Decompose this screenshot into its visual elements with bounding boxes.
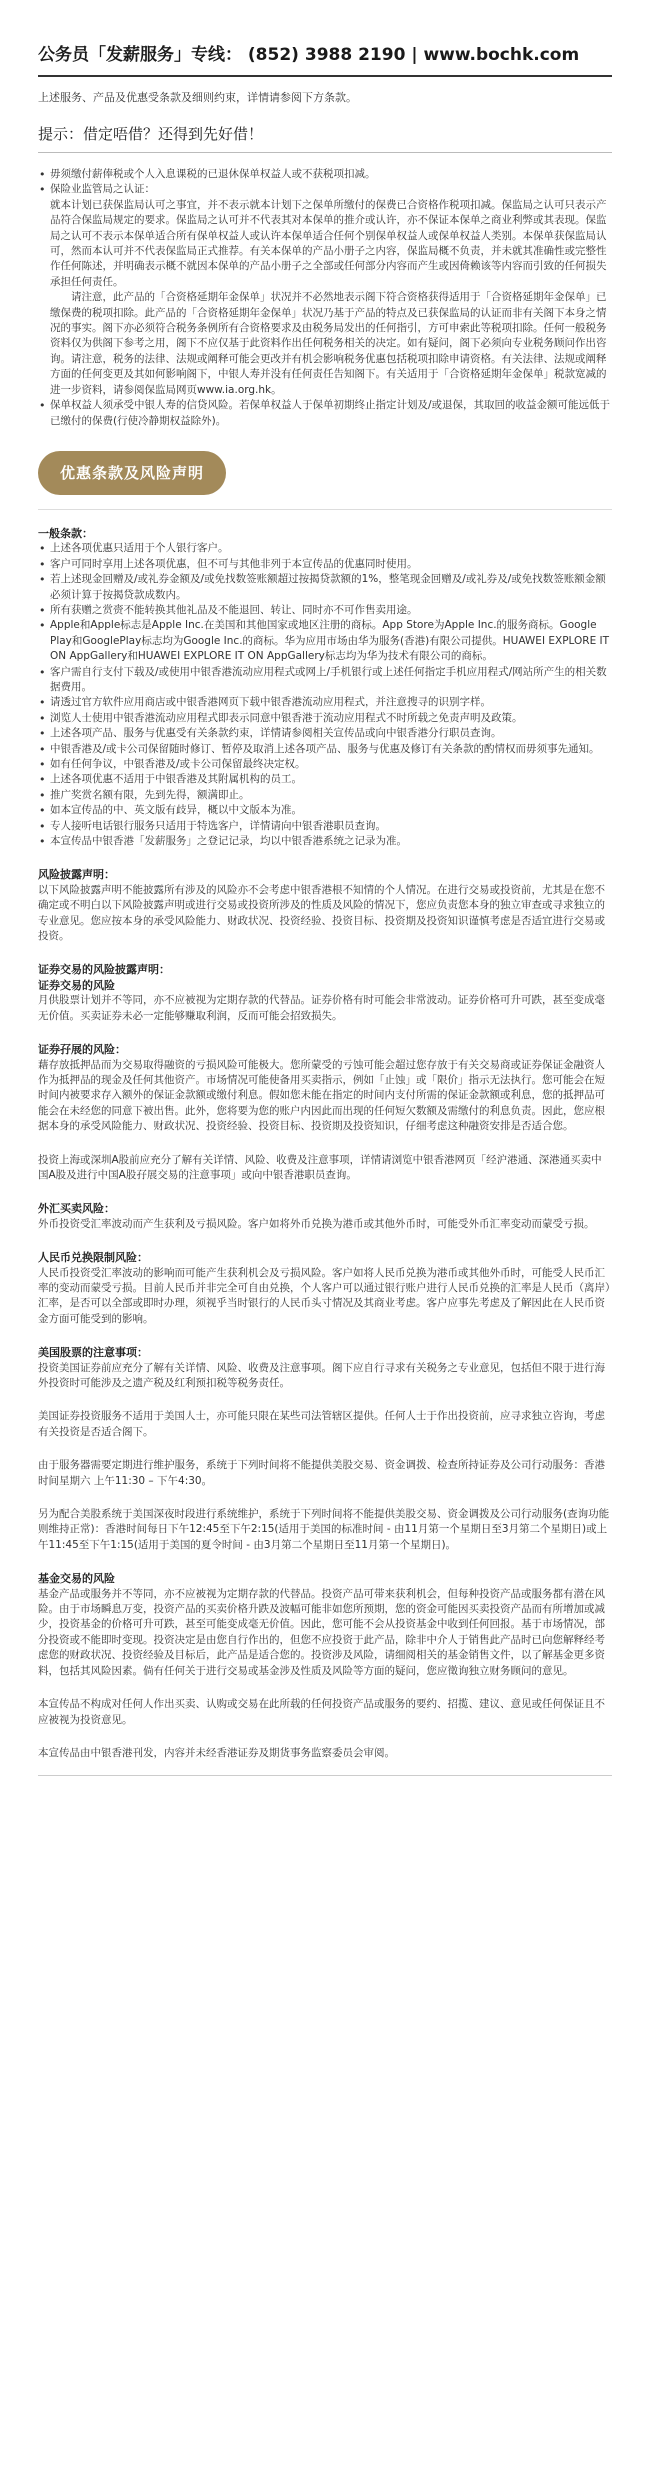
list-item: • 客户需自行支付下载及/或使用中银香港流动应用程式或网上/手机银行或上述任何指定手机应用程式/网站所产生的相关数据费用。 (38, 665, 612, 696)
general-terms-heading: 一般条款： (38, 526, 93, 540)
risk-section (38, 1746, 612, 1761)
section-paragraph: 月供股票计划并不等同，亦不应被视为定期存款的代替品。证券价格有时可能会非常波动。证券价格可升可跌，甚至变成毫无价值。买卖证券未必一定能够赚取利润，反而可能会招致损失。 (38, 994, 605, 1022)
risk-section (38, 1697, 612, 1728)
section-paragraph: 投资上海或深圳A股前应充分了解有关详情、风险、收费及注意事项，详情请浏览中银香港网页「经沪港通、深港通买卖中国A股及进行中国A股孖展交易的注意事项」或向中银香港职员查询。 (38, 1153, 602, 1181)
section-paragraph: 由于服务器需要定期进行维护服务，系统于下列时间将不能提供美股交易、资金调拨、检查所持证券及公司行动服务：香港时间星期六 上午11:30 – 下午4:30。 (38, 1459, 605, 1487)
section-paragraph: 本宣传品不构成对任何人作出买卖、认购或交易在此所载的任何投资产品或服务的要约、招揽、建议、意见或任何保证且不应被视为投资意见。 (38, 1698, 605, 1726)
tax-notes (38, 167, 612, 429)
general-terms (38, 526, 612, 850)
section-paragraph: 投资美国证券前应充分了解有关详情、风险、收费及注意事项。阁下应自行寻求有关税务之专业意见，包括但不限于进行海外投资时可能涉及之遗产税及红利预扣税等税务责任。 (38, 1361, 605, 1389)
section-heading: 基金交易的风险 (38, 1572, 115, 1586)
section-paragraph: 基金产品或服务并不等同，亦不应被视为定期存款的代替品。投资产品可带来获利机会，但每种投资产品或服务都有潜在风险。由于市场瞬息万变，投资产品的买卖价格升跌及波幅可能非如您所预期，您的资金可能因买卖投资产品而有所增加或减少，投资基金的价格可升可跌，甚至可能变成毫无价值。因此，您可能不会从投资基金中收到任何回报。基于市场情况，部分投资或不能即时变现。投资决定是由您自行作出的，但您不应投资于此产品，除非中介人于销售此产品时已向您解释经考虑您的财政状况、投资经验及目标后，此产品是适合您的。投资涉及风险，请细阅相关的基金销售文件，以了解基金更多资料，包括其风险因素。倘有任何关于进行交易或基金涉及性质及风险等方面的疑问，您应徵询独立财务顾问的意见。 (38, 1587, 605, 1677)
risk-section (38, 962, 612, 1024)
list-item: • 中银香港及/或卡公司保留随时修订、暂停及取消上述各项产品、服务与优惠及修订有关条款的酌情权而毋须事先通知。 (38, 742, 612, 757)
borrowing-reminder: 提示：借定唔借？还得到先好借！ (38, 125, 264, 143)
risk-section (38, 1153, 612, 1184)
risk-section (38, 1458, 612, 1489)
reminder-divider (38, 152, 612, 153)
section-heading: 美国股票的注意事项： (38, 1346, 148, 1360)
risk-section (38, 1507, 612, 1553)
tax-bullet-list-last (38, 398, 612, 429)
section-paragraph: 人民币投资受汇率波动的影响而可能产生获利机会及亏损风险。客户如将人民币兑换为港币或其他外币时，可能受人民币汇率的变动而蒙受亏损。目前人民币并非完全可自由兑换，个人客户可以通过银行账户进行人民币兑换的汇率是人民币（离岸）汇率，是否可以全部或即时办理，须视乎当时银行的人民币头寸情况及其商业考虑。客户应事先考虑及了解因此在人民币资金方面可能受到的影响。 (38, 1266, 611, 1325)
section-heading: 证券孖展的风险： (38, 1043, 126, 1057)
section-subheading: 证券交易的风险 (38, 978, 115, 992)
offer-terms-title: 优惠条款及风险声明 (38, 451, 226, 495)
risk-section (38, 1409, 612, 1440)
risk-section (38, 1201, 612, 1232)
risk-section (38, 1571, 612, 1679)
terms-divider (38, 509, 612, 510)
section-heading: 外汇买卖风险： (38, 1202, 115, 1216)
list-item: • 本宣传品中银香港「发薪服务」之登记记录，均以中银香港系统之记录为准。 (38, 834, 612, 849)
list-item: • 上述各项产品、服务与优惠受有关条款约束，详情请参阅相关宣传品或向中银香港分行职员查询。 (38, 726, 612, 741)
tax-deduction-paragraph: 请注意，此产品的「合资格延期年金保单」状况并不必然地表示阁下符合资格获得适用于「合资格延期年金保单」已缴保费的税项扣除。此产品的「合资格延期年金保单」状况乃基于产品的特点及已获保监局的认证而非有关阁下本身之情况的事实。阁下亦必须符合税务条例所有合资格要求及由税务局发出的任何指引，方可申索此等税项扣除。任何一般税务资料仅为供阁下参考之用，阁下不应仅基于此资料作出任何税务相关的决定。如有疑问，阁下必须向专业税务顾问作出咨询。请注意，税务的法律、法规或阐释可能会更改并有机会影响税务优惠包括税项扣除申请资格。有关法律、法规或阐释方面的任何变更及其如何影响阁下，中银人寿并没有任何责任告知阁下。有关适用于「合资格延期年金保单」税款宽减的进一步资料，请参阅保监局网页www.ia.org.hk。 (50, 291, 607, 396)
section-paragraph: 藉存放抵押品而为交易取得融资的亏损风险可能极大。您所蒙受的亏蚀可能会超过您存放于有关交易商或证券保证金融资人作为抵押品的现金及任何其他资产。市场情况可能使备用买卖指示，例如「止蚀」或「限价」指示无法执行。您可能会在短时间内被要求存入额外的保证金款额或缴付利息。假如您未能在指定的时间内支付所需的保证金款额或利息，您的抵押品可能会在未经您的同意下被出售。此外，您将要为您的账户内因此而出现的任何短欠数额及需缴付的利息负责。因此，您应根据本身的承受风险能力、财政状况、投资经验、投资目标、投资期及投资知识，仔细考虑这种融资安排是否适合您。 (38, 1058, 605, 1133)
risk-section (38, 1042, 612, 1134)
list-item: • 保单权益人须承受中银人寿的信贷风险。若保单权益人于保单初期终止指定计划及/或退保，其取回的收益金额可能远低于 已缴付的保费(行使冷静期权益除外)。 (38, 398, 612, 429)
list-item: • 浏览人士使用中银香港流动应用程式即表示同意中银香港于流动应用程式不时所载之免责声明及政策。 (38, 711, 612, 726)
list-item: • 请透过官方软件应用商店或中银香港网页下载中银香港流动应用程式，并注意搜寻的识别字样。 (38, 695, 612, 710)
risk-section (38, 867, 612, 944)
section-heading: 风险披露声明： (38, 868, 115, 882)
general-terms-list (38, 541, 612, 849)
risk-disclosure-sections (38, 867, 612, 1761)
offer-title-container (38, 451, 612, 495)
risk-section (38, 1250, 612, 1327)
tax-bullet-list (38, 167, 612, 198)
section-paragraph: 本宣传品由中银香港刊发，内容并未经香港证券及期货事务监察委员会审阅。 (38, 1746, 395, 1759)
section-paragraph: 美国证券投资服务不适用于美国人士，亦可能只限在某些司法管辖区提供。任何人士于作出投资前，应寻求独立咨询，考虑有关投资是否适合阁下。 (38, 1410, 605, 1438)
footer-divider (38, 1775, 612, 1776)
hotline-header: 公务员「发薪服务」专线： (852) 3988 2190 | www.bochk.com (38, 45, 580, 65)
list-item: • 客户可同时享用上述各项优惠，但不可与其他非列于本宣传品的优惠同时使用。 (38, 557, 612, 572)
list-item: • 如有任何争议，中银香港及/或卡公司保留最终决定权。 (38, 757, 612, 772)
section-paragraph: 以下风险披露声明不能披露所有涉及的风险亦不会考虑中银香港根不知情的个人情况。在进行交易或投资前，尤其是在您不确定或不明白以下风险披露声明或进行交易或投资所涉及的性质及风险的情况下，您应负责您本身的独立审查或寻求独立的专业意见。您应按本身的承受风险能力、财政状况、投资经验、投资目标、投资期及投资知识谨慎考虑是否适宜进行交易或投资。 (38, 883, 605, 943)
list-item: • 推广奖赏名额有限，先到先得，额满即止。 (38, 788, 612, 803)
section-heading: 人民币兑换限制风险： (38, 1251, 148, 1265)
list-item: • 保险业监管局之认证： (38, 182, 612, 197)
ia-disclaimer-paragraph: 就本计划已获保监局认可之事宜，并不表示就本计划下之保单所缴付的保费已合资格作税项扣减。保监局之认可只表示产品符合保监局规定的要求。保监局之认可并不代表其对本保单的推介或认许，亦不保证本保单之商业利弊或其表现。保监局之认可不表示本保单适合所有保单权益人或认许本保单适合任何个别保单权益人或保单权益人类别。本保单获保监局认可，然而本认可并不代表保监局正式推荐。有关本保单的产品小册子之内容，保监局概不负责，并未就其准确性或完整性作任何陈述，并明确表示概不就因本保单的产品小册子之全部或任何部分内容而产生或因倚赖该等内容而引致的任何损失承担任何责任。 (50, 198, 607, 288)
list-item: • 专人接听电话银行服务只适用于特选客户，详情请向中银香港职员查询。 (38, 819, 612, 834)
header-divider (38, 75, 612, 77)
section-paragraph: 另为配合美股系统于美国深夜时段进行系统维护，系统于下列时间将不能提供美股交易、资金调拨及公司行动服务(查询功能则维持正常)：香港时间每日下午12:45至下午2:15(适用于美国的标准时间 - 由11月第一个星期日至3月第二个星期日)或上午11:45至下午1:15(适用于美国的夏令时间 - 由3月第二个星期日至11月第一个星期日)。 (38, 1508, 610, 1551)
section-paragraph: 外币投资受汇率波动而产生获利及亏损风险。客户如将外币兑换为港币或其他外币时，可能受外币汇率变动而蒙受亏损。 (38, 1217, 595, 1230)
section-heading: 证券交易的风险披露声明： (38, 963, 170, 977)
list-item: • 上述各项优惠不适用于中银香港及其附属机构的员工。 (38, 772, 612, 787)
list-item: • 所有获赠之赏赍不能转换其他礼品及不能退回、转让、同时亦不可作售卖用途。 (38, 603, 612, 618)
list-item: • 如本宣传品的中、英文版有歧异，概以中文版本为准。 (38, 803, 612, 818)
intro-text: 上述服务、产品及优惠受条款及细则约束，详情请参阅下方条款。 (38, 91, 357, 104)
list-item: • 上述各项优惠只适用于个人银行客户。 (38, 541, 612, 556)
risk-section (38, 1345, 612, 1391)
list-item: • 若上述现金回赠及/或礼券金额及/或免找数签账额超过按揭贷款额的1%，整笔现金回赠及/或礼券及/或免找数签账额金额必须计算于按揭贷款成数内。 (38, 572, 612, 603)
list-item: • Apple和Apple标志是Apple Inc.在美国和其他国家或地区注册的商标。App Store为Apple Inc.的服务商标。Google Play和GooglePlay标志均为Google Inc.的商标。华为应用市场由华为服务(香港)有限公司提供。HUAWEI EXPLORE IT ON AppGallery和HUAWEI EXPLORE IT ON AppGallery标志均为华为技术有限公司的商标。 (38, 618, 612, 664)
list-item: • 毋须缴付薪俸税或个人入息课税的已退休保单权益人或不获税项扣减。 (38, 167, 612, 182)
